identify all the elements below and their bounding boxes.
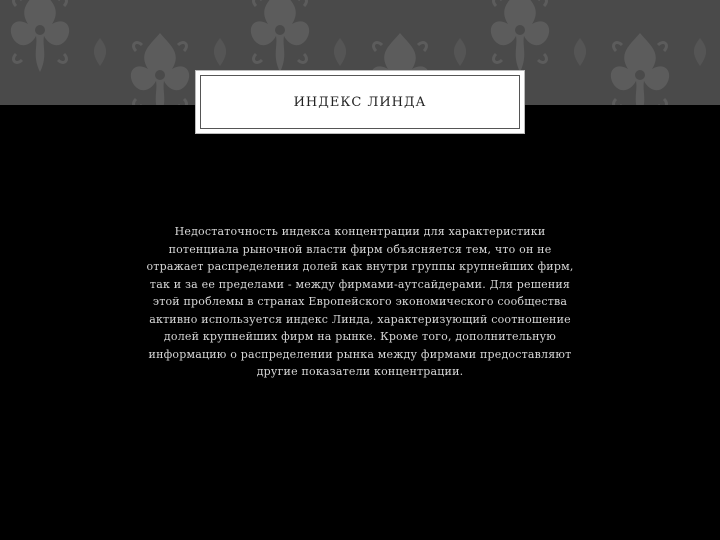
slide-title: ИНДЕКС ЛИНДА (293, 95, 427, 110)
title-box (195, 70, 525, 134)
slide-body-text: Недостаточность индекса концентрации для характеристики потенциала рыночной власти фирм объясняется тем, что он не отражает распределения долей как внутри группы крупнейших фирм, так и за ее пределами - между фирмами-аутсайдерами. Для решения этой проблемы в странах Европейского экономического сообщества активно используется индекс Линда, характеризующий соотношение долей крупнейших фирм на рынке. Кроме того, дополнительную информацию о распределении рынка между фирмами предоставляют другие показатели концентрации. (146, 225, 574, 378)
